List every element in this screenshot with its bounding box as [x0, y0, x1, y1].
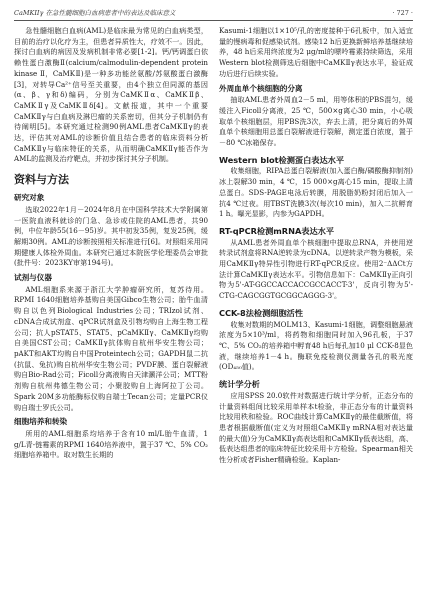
- transfection-continued-paragraph: Kasumi-1细胞以1×10⁵/孔的密度接种于6孔板中，加入适宜量的慢病毒和促感染试剂。感染12 h后更换新鲜培养基继续培养，48 h后采用终浓度为2 μg/ml的嘌呤霉素持续筛选，采用Western blot检测筛选后细胞中CaMKⅡγ表达水平，验证成功后进行后续实验。: [219, 26, 413, 78]
- page-number: · 727 ·: [392, 9, 413, 17]
- subsection-title-subjects: 研究对象: [14, 193, 45, 203]
- subsection-title-rtqpcr: RT-qPCR检测mRNA表达水平: [219, 225, 335, 236]
- left-column: [14, 26, 208, 461]
- western-paragraph: 收集细胞，RIPA总蛋白裂解液(加入蛋白酶/磷酸酶抑制剂)冰上裂解30 min，4 ℃，15 000×g离心15 min，提取上清总蛋白。SDS-PAGE电泳后转膜，用脱脂奶粉封闭后加入一抗4 ℃过夜。用TBST洗膜3次(每次10 min)，加入二抗孵育1 h。曝光显影，内参为GAPDH。: [219, 166, 413, 219]
- subsection-title-cck8: CCK-8法检测细胞活性: [219, 307, 304, 318]
- subsection-title-statistics: 统计学分析: [219, 379, 260, 390]
- section-title: 资料与方法: [14, 173, 69, 187]
- culture-paragraph: 所用的AML细胞系均培养于含有10 ml/L胎牛血清，1 g/L青-链霉素的RPMI 1640培养液中，置于37 ℃、5% CO₂细胞培养箱中。取对数生长期的: [14, 428, 208, 460]
- subsection-title-western: Western blot检测蛋白表达水平: [219, 154, 345, 165]
- running-title: CaMKIIγ 在急性髓细胞白血病患者中的表达及临床意义: [14, 9, 176, 17]
- statistics-paragraph: 应用SPSS 20.0软件对数据进行统计学分析，正态分布的计量资料组间比较采用单样本t检验，非正态分布的计量资料比较用秩和检验。ROC曲线计算CaMKⅡγ的最佳截断值，将患者根据截断值(定义为对照组CaMKⅡγ mRNA相对表达量的最大值)分为CaMKⅡγ高表达组和CaMKⅡγ低表达组，高、低表达组患者的临床特征比较采用卡方检验。Spearman相关性分析或者Fisher精确检验。Kaplan-: [219, 390, 413, 465]
- intro-paragraph: 急性髓细胞白血病(AML)是临床最为常见的白血病类型，目前的治疗以化疗为主，但患者异质性大，疗效不一。因此，探讨白血病的病因及发病机制非常必要[1-2]。钙/钙调蛋白依赖性蛋白激酶Ⅱ(calcium/calmodulin-dependent protein kinase Ⅱ，CaMKⅡ)是一种多功能丝氨酸/苏氨酸蛋白激酶[3]，对转导Ca²⁺信号至关重要，由4个独立但同源的基因(α、β、γ和δ)编码，分别为CaMKⅡα、CaMKⅡβ、CaMKⅡγ及CaMKⅡδ[4]。文献报道，其中一个重要CaMKⅡγ与白血病及淋巴瘤的关系密切，但其分子机制仍有待阐明[5]。本研究通过检测90例AML患者CaMKⅡγ的表达，评估其对AML的诊断价值且结合患者的临床资料分析CaMKⅡγ与临床特征的关系，从而明确CaMKⅡγ能否作为AML的监测及治疗靶点，并初步探讨其分子机制。: [14, 26, 208, 164]
- cck8-paragraph: 收集对数期的MOLM13、Kasumi-1细胞，调整细胞悬液浓度为5×10³/ml，将药物和细胞同时加入96孔板，于37 ℃、5% CO₂的培养箱中孵育48 h后每孔加10 μl CCK-8显色液，继续培养1－4 h。酶联免疫检测仪测量各孔的吸光度(OD₄₅₀值)。: [219, 319, 413, 372]
- reagents-paragraph: AML细胞系来源于浙江大学肿瘤研究所，复苏待用。RPMI 1640细胞培养基购自美国Gibco生物公司；胎牛血清购自以色列Biological Industries公司；TRIzol试剂、cDNA合成试剂盒、qPCR试剂盒及引物均购自上海生物工程公司；抗人pSTAT5、STAT5、pCaMKⅡγ、CaMKⅡγ均购自美国CST公司；CaMKⅡγ抗体购自杭州华安生物公司；pAKT和AKT均购自中国Proteintech公司；GAPDH鼠二抗(抗鼠、兔抗)购自杭州华安生物公司；PVDF膜、蛋白裂解液购自Bio-Rad公司；Ficoll分离液购自天津灏洋公司；MTT粉剂购自杭州弗德生物公司；小聚胶购自上海阿拉丁公司。Spark 20M多功能酶标仪购自瑞士Tecan公司；定量PCR仪购自瑞士罗氏公司。: [14, 284, 208, 412]
- rtqpcr-paragraph: 从AML患者外周血单个核细胞中提取总RNA，并使用逆转录试剂盒将RNA逆转录为cDNA。以逆转录产物为模板，采用CaMKⅡγ特异性引物进行RT-qPCR反应。使用2⁻ΔΔCt方法计算CaMKⅡγ表达水平。引物信息如下：CaMKⅡγ正向引物为5'-AT-GGCCACCACCGCCACCT-3'，反向引物为5'-CTG-CAGCGGTGCGGCAGGG-3'。: [219, 237, 413, 301]
- running-header: [14, 6, 413, 21]
- subsection-title-pbmc: 外周血单个核细胞的分离: [219, 83, 303, 93]
- subsection-title-reagents: 试剂与仪器: [14, 273, 52, 283]
- subjects-paragraph: 选取2022年1月－2024年8月在中国科学技术大学附属第一医院血液科就诊的门急、急诊或住院的AML患者，共90例，中位年龄55(16－95)岁。其中初发35例，复发25例，缓解期30例。AML的诊断按照相关标准进行[6]。对照组采用同期健康人体检外周血。本研究已通过本院医学伦理委员会审批(批件号：2023KY审第194号)。: [14, 204, 208, 268]
- subsection-title-culture: 细胞培养和转染: [14, 417, 68, 427]
- pbmc-paragraph: 抽取AML患者外周血2－5 ml，用等体积的PBS混匀，缓缓注入Ficoll分离液，25 ℃，500×g离心30 min，小心吸取单个核细胞层，用PBS洗3次，弃去上清，把分离后的外周血单个核细胞用总蛋白裂解液进行裂解，测定蛋白浓度，置于－80 ℃冰箱保存。: [219, 95, 413, 148]
- right-column: [219, 26, 413, 466]
